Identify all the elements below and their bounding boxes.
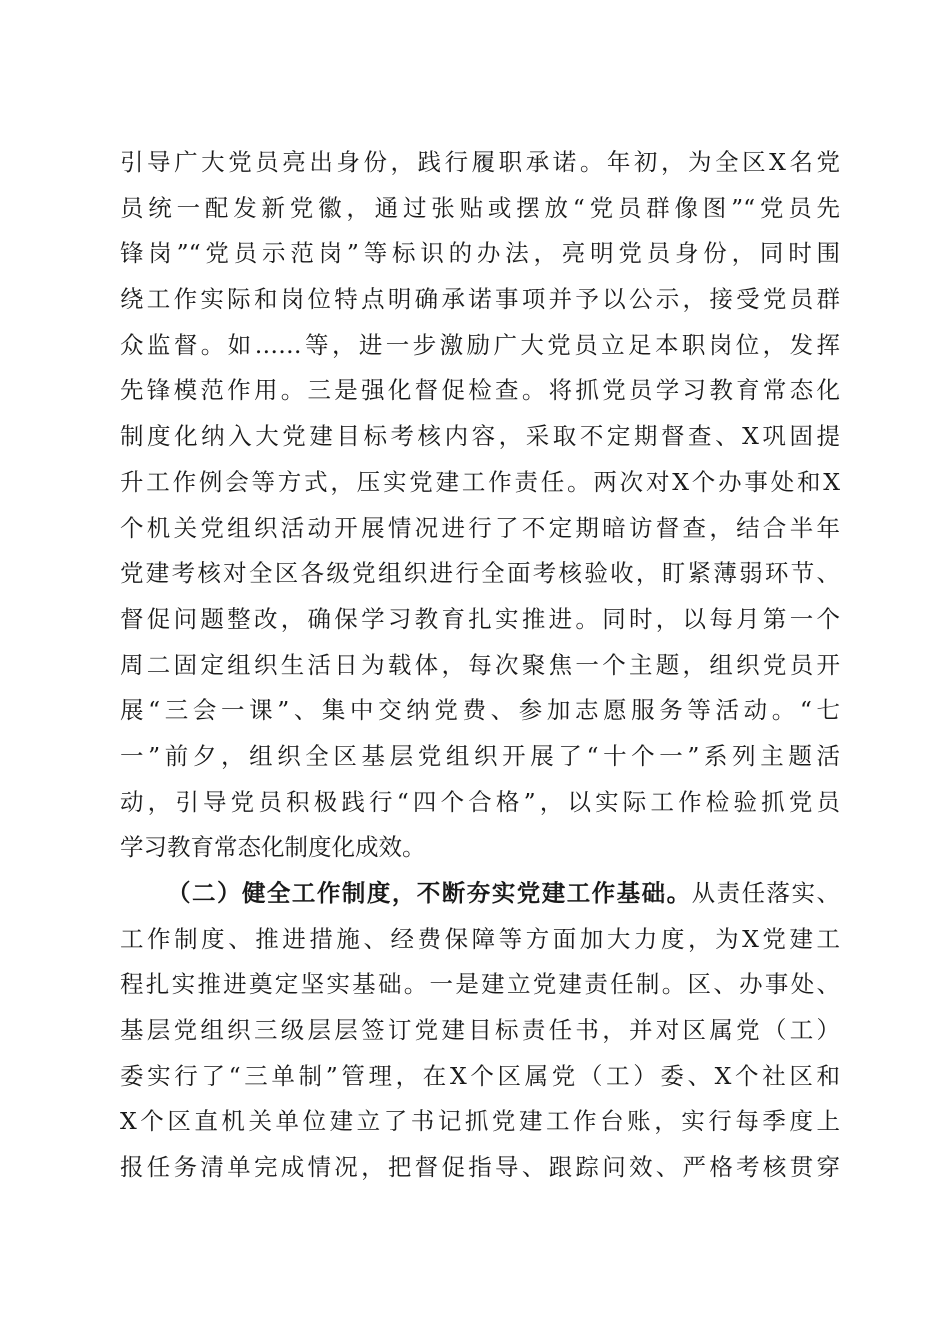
paragraph-line: 制度化纳入大党建目标考核内容，采取不定期督查、X巩固提 — [120, 422, 840, 451]
paragraph-line: 督促问题整改，确保学习教育扎实推进。同时，以每月第一个 — [120, 604, 840, 633]
paragraph-line: 升工作例会等方式，压实党建工作责任。两次对X个办事处和X — [120, 467, 840, 496]
body-text — [120, 140, 840, 1191]
section-heading: （二）健全工作制度，不断夯实党建工作基础。 — [167, 879, 692, 907]
section-first-line-rest: 从责任落实、 — [691, 879, 840, 907]
paragraph-line: 锋岗”“党员示范岗”等标识的办法，亮明党员身份，同时围 — [120, 239, 840, 268]
paragraph-line: 展“三会一课”、集中交纳党费、参加志愿服务等活动。“七 — [120, 696, 840, 725]
paragraph-line: 先锋模范作用。三是强化督促检查。将抓党员学习教育常态化 — [120, 376, 840, 405]
paragraph-line: 员统一配发新党徽，通过张贴或摆放“党员群像图”“党员先 — [120, 193, 840, 222]
paragraph-line: 学习教育常态化制度化成效。 — [120, 833, 426, 862]
paragraph-line: 引导广大党员亮出身份，践行履职承诺。年初，为全区X名党 — [120, 148, 840, 176]
paragraph-line: 周二固定组织生活日为载体，每次聚焦一个主题，组织党员开 — [120, 650, 840, 679]
paragraph-line: 基层党组织三级层层签订党建目标责任书，并对区属党（工） — [120, 1016, 840, 1045]
paragraph-line: 一”前夕，组织全区基层党组织开展了“十个一”系列主题活 — [120, 741, 840, 770]
paragraph-line: 绕工作实际和岗位特点明确承诺事项并予以公示，接受党员群 — [120, 285, 840, 314]
paragraph-line: 众监督。如……等，进一步激励广大党员立足本职岗位，发挥 — [120, 330, 840, 359]
paragraph-line: 动，引导党员积极践行“四个合格”，以实际工作检验抓党员 — [120, 787, 840, 816]
paragraph-line: 委实行了“三单制”管理，在X个区属党（工）委、X个社区和 — [120, 1061, 840, 1090]
paragraph-line: 个机关党组织活动开展情况进行了不定期暗访督查，结合半年 — [120, 513, 840, 542]
paragraph-line: 工作制度、推进措施、经费保障等方面加大力度，为X党建工 — [120, 924, 840, 953]
paragraph-line: 程扎实推进奠定坚实基础。一是建立党建责任制。区、办事处、 — [120, 970, 840, 999]
paragraph-line: 报任务清单完成情况，把督促指导、跟踪问效、严格考核贯穿 — [120, 1153, 840, 1182]
paragraph-line: 党建考核对全区各级党组织进行全面考核验收，盯紧薄弱环节、 — [120, 559, 840, 588]
paragraph-line: X个区直机关单位建立了书记抓党建工作台账，实行每季度上 — [120, 1107, 840, 1136]
section-first-line — [120, 871, 840, 917]
